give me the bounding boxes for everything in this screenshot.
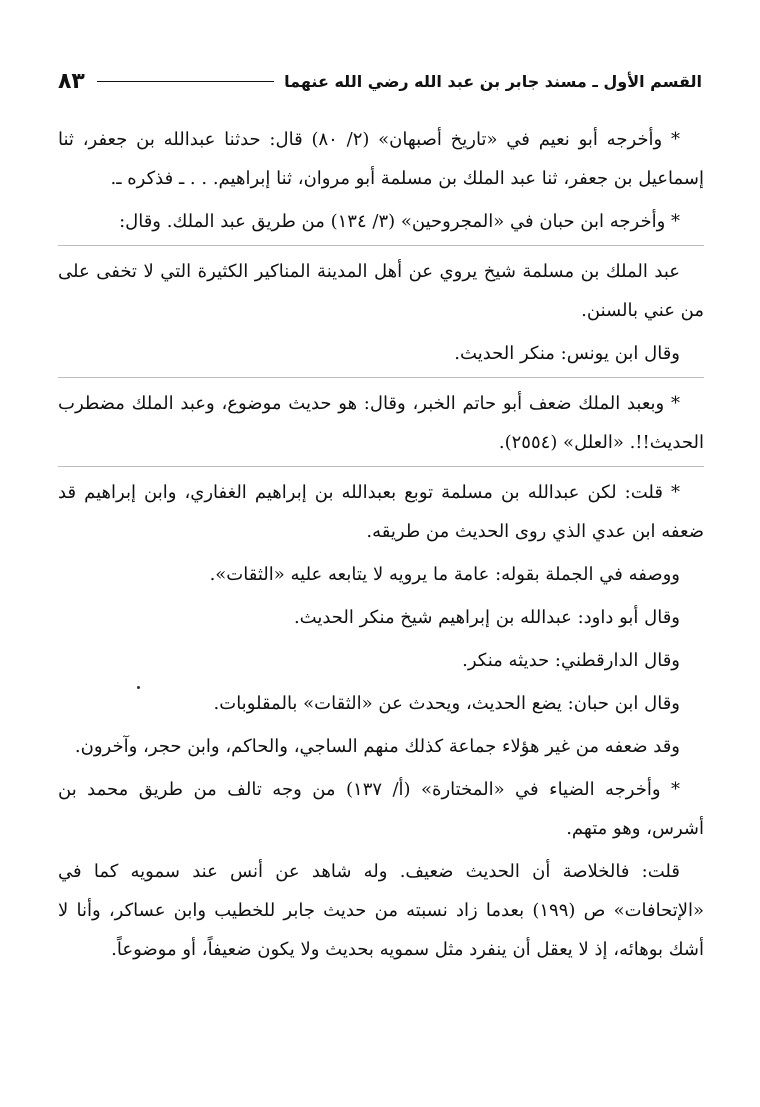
header-rule	[97, 81, 274, 82]
paragraph-quote-abd-al-malik: عبد الملك بن مسلمة شيخ يروي عن أهل المدينة المناكير الكثيرة التي لا تخفى على من عني بالسنن.	[58, 245, 704, 330]
page-number: ٨٣	[58, 68, 85, 94]
paragraph-ibn-hibban: وقال ابن حبان: يضع الحديث، ويحدث عن «الثقات» بالمقلوبات.	[213, 693, 680, 714]
header-title: القسم الأول ـ مسند جابر بن عبد الله رضي الله عنهما	[284, 71, 702, 91]
stray-ink-dot	[137, 686, 140, 689]
body-text	[58, 120, 704, 973]
paragraph-daraqutni: وقال الدارقطني: حديثه منكر.	[462, 650, 680, 671]
running-header	[58, 64, 702, 98]
paragraph-diya-mukhtara: * وأخرجه الضياء في «المختارة» (أ/ ١٣٧) من وجه تالف من طريق محمد بن أشرس، وهو متهم.	[58, 779, 704, 839]
paragraph-ibn-yunus: وقال ابن يونس: منكر الحديث.	[454, 343, 680, 364]
paragraph-abu-nuaym: * وأخرجه أبو نعيم في «تاريخ أصبهان» (٢/ ٨٠) قال: حدثنا عبدالله بن جعفر، ثنا إسماعيل بن جعفر، ثنا عبد الملك بن مسلمة أبو مروان، ثنا إبراهيم. . . ـ فذكره ـ.	[58, 129, 704, 189]
paragraph-qultu-tubia: * قلت: لكن عبدالله بن مسلمة توبع بعبدالله بن إبراهيم الغفاري، وابن إبراهيم قد ضعفه ابن عدي الذي روى الحديث من طريقه.	[58, 466, 704, 551]
paragraph-abu-dawud: وقال أبو داود: عبدالله بن إبراهيم شيخ منكر الحديث.	[293, 607, 680, 628]
paragraph-khulasa: قلت: فالخلاصة أن الحديث ضعيف. وله شاهد عن أنس عند سمويه كما في «الإتحافات» ص (١٩٩) بعدما زاد نسبته من حديث جابر للخطيب وابن عساكر، وأنا لا أشك بوهائه، إذ لا يعقل أن ينفرد مثل سمويه بحديث ولا يكون ضعيفاً، أو موضوعاً.	[58, 861, 705, 960]
paragraph-abu-hatim: * وبعبد الملك ضعف أبو حاتم الخبر، وقال: هو حديث موضوع، وعبد الملك مضطرب الحديث!!. «العلل» (٢٥٥٤).	[58, 377, 704, 462]
paragraph-ibn-hibban-majruhin: * وأخرجه ابن حبان في «المجروحين» (٣/ ١٣٤) من طريق عبد الملك. وقال:	[119, 211, 680, 232]
paragraph-daafahu-jamaa: وقد ضعفه من غير هؤلاء جماعة كذلك منهم الساجي، والحاكم، وابن حجر، وآخرون.	[74, 736, 680, 757]
paragraph-wasafahu: ووصفه في الجملة بقوله: عامة ما يرويه لا يتابعه عليه «الثقات».	[209, 564, 680, 585]
